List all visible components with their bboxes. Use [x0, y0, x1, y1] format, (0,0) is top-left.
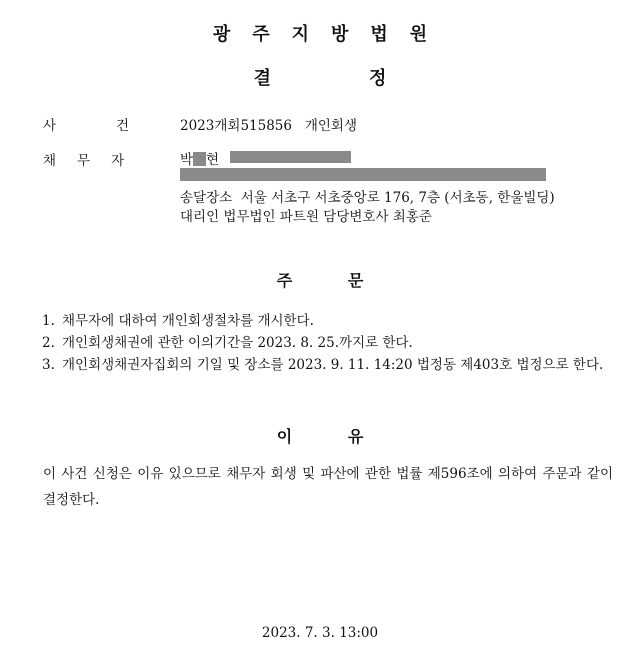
- service-address: 송달장소 서울 서초구 서초중앙로 176, 7층 (서초동, 한울빌딩): [180, 190, 555, 206]
- debtor-redaction-2: [180, 168, 546, 181]
- court-name: 광주지방법원: [212, 24, 450, 45]
- order-item: 1. 채무자에 대하여 개인회생절차를 개시한다.: [42, 313, 314, 329]
- debtor-redaction-1: [230, 151, 351, 163]
- document-type: [0, 64, 640, 90]
- order-item: 3. 개인회생채권자집회의 기일 및 장소를 2023. 9. 11. 14:20 법정동 제403호 법정으로 한다.: [42, 357, 604, 373]
- doc-type-left: 결: [253, 68, 271, 89]
- order-item: 2. 개인회생채권에 관한 이의기간을 2023. 8. 25.까지로 한다.: [42, 335, 413, 351]
- debtor-label: 채 무 자: [43, 153, 125, 169]
- case-label: 사 건: [43, 118, 130, 134]
- legal-agent: 대리인 법무법인 파트원 담당변호사 최홍준: [180, 209, 432, 225]
- name-redaction: [193, 152, 206, 166]
- reason-text: 이 사건 신청은 이유 있으므로 채무자 회생 및 파산에 관한 법률 제596조에 의하여 주문과 같이 결정한다.: [43, 466, 613, 508]
- debtor-name-last: 현: [206, 152, 220, 168]
- doc-type-right: 정: [369, 68, 387, 89]
- debtor-name-first: 박: [180, 152, 194, 168]
- order-heading: 주 문: [276, 271, 364, 290]
- debtor-name: [180, 148, 219, 168]
- case-number: 2023개회515856 개인회생: [180, 118, 358, 134]
- order-list: [42, 310, 612, 376]
- decision-date: 2023. 7. 3. 13:00: [261, 625, 379, 641]
- reason-heading: 이 유: [276, 427, 364, 446]
